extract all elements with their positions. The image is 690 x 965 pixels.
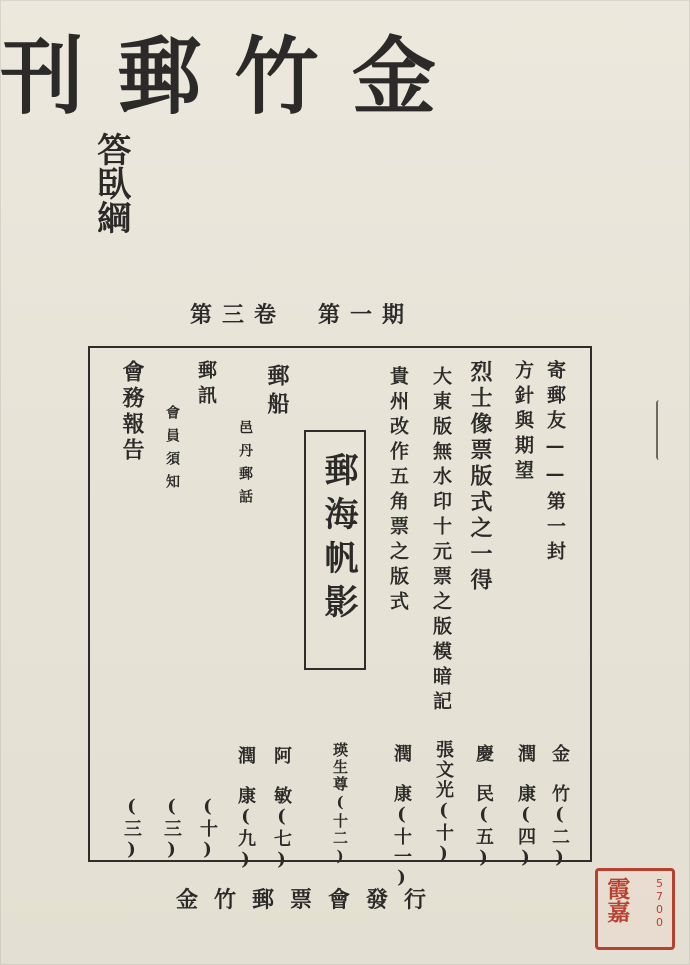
contents-item-4: 大東版無水印十元票之版模暗記 [430,366,452,716]
binding-mark [656,400,664,460]
author-10: (三) [161,796,182,862]
red-seal-stamp [595,868,675,950]
contents-item-1: 寄郵友——第一封 [544,360,566,566]
magazine-title [0,0,440,140]
author-8: 潤 康(九) [235,746,256,872]
contents-item-9: 郵訊 [195,360,217,410]
title-char-4: 刊 [0,26,89,126]
handwritten-note: 答臥綱 [90,132,131,234]
author-1: 金 竹(二) [549,744,570,870]
author-3: 慶 民(五) [473,744,494,870]
contents-item-3: 烈士像票版式之一得 [467,360,493,594]
feature-title-box [304,430,366,670]
issue-line: 第三卷 第一期 [190,302,415,328]
seal-text: 霞嘉 [603,877,631,923]
author-7: 阿 敏(七) [271,746,292,872]
title-char-1: 金 [351,26,440,126]
contents-item-10: 會員須知 [164,405,180,497]
author-5: 潤 康(十一) [391,744,412,890]
author-2: 潤 康(四) [515,744,536,870]
contents-item-7: 郵船 [264,364,290,420]
title-char-2: 竹 [234,26,323,126]
author-4: 張文光(十) [433,740,454,866]
publisher-line: 金竹郵票會發行 [176,887,443,913]
seal-side-text: 5700 [653,877,666,929]
contents-item-8: 邑丹郵話 [237,420,253,512]
contents-item-5: 貴州改作五角票之版式 [387,366,409,616]
contents-item-11: 會務報告 [119,360,145,464]
contents-item-2: 方針與期望 [512,360,534,485]
author-9: (十) [197,796,218,862]
title-char-3: 郵 [117,26,206,126]
author-11: (三) [121,796,142,862]
author-6: 瑛生尊(十二) [331,742,349,867]
feature-title: 郵海帆影 [318,452,358,628]
